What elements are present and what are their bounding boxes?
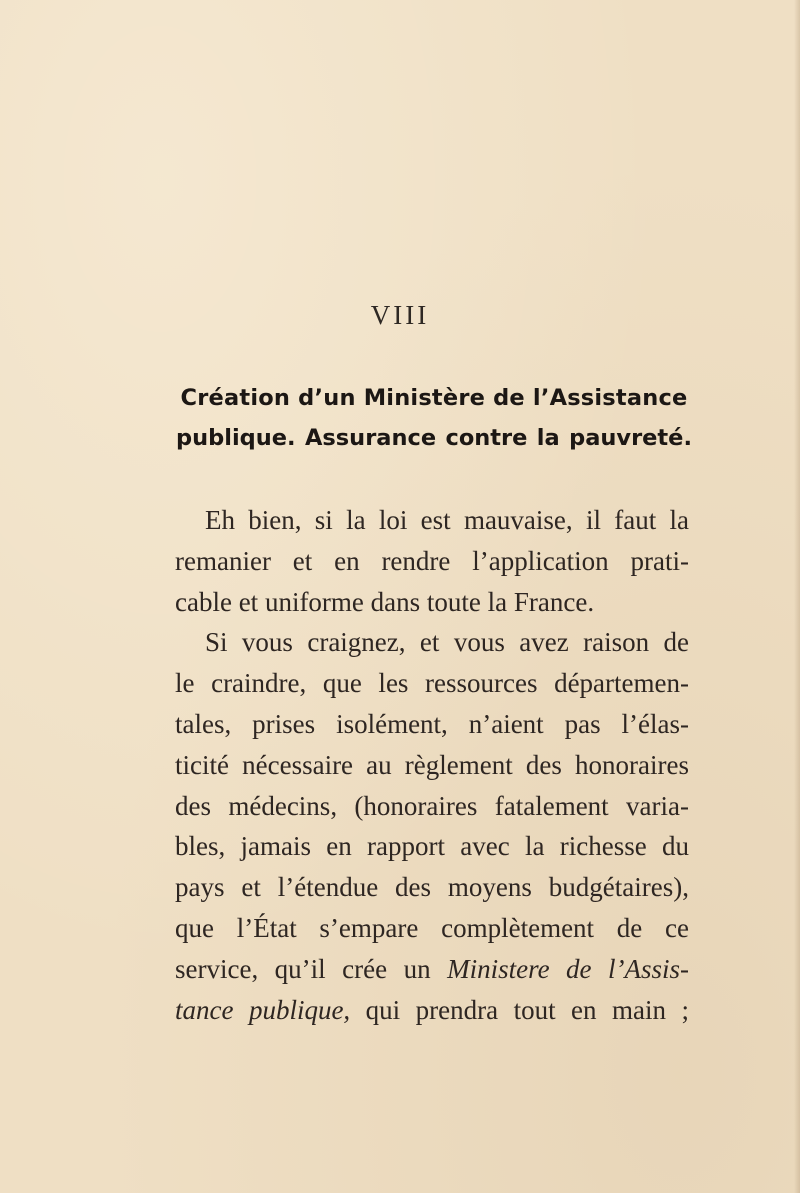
chapter-title: [176, 378, 692, 458]
body-text: [175, 500, 689, 1030]
chapter-number: VIII: [370, 300, 430, 330]
chapter-title-line-1: Création d’un Ministère de l’Assistance: [180, 385, 688, 411]
body-line: bles, jamais en rapport avec la richesse du: [175, 831, 689, 862]
body-line-segment: qui prendra tout en main ;: [350, 994, 689, 1025]
body-line-mixed: [175, 949, 689, 990]
body-line: remanier et en rendre l’application prati-: [175, 545, 689, 576]
page-edge-shadow: [794, 0, 800, 1193]
body-line: Si vous craignez, et vous avez raison de: [205, 627, 689, 658]
body-line: tales, prises isolément, n’aient pas l’élas-: [175, 708, 689, 739]
italic-ministry-name-cont: tance publique,: [175, 994, 351, 1025]
body-line: cable et uniforme dans toute la France.: [175, 586, 595, 617]
body-line: Eh bien, si la loi est mauvaise, il faut la: [205, 505, 689, 535]
body-line-mixed: [175, 990, 689, 1031]
body-line-segment: service, qu’il crée un: [175, 953, 448, 984]
body-line: pays et l’étendue des moyens budgétaires),: [175, 872, 689, 903]
body-line: des médecins, (honoraires fatalement varia-: [175, 790, 689, 821]
body-line: que l’État s’empare complètement de ce: [175, 912, 689, 943]
italic-ministry-name: Ministere de l’Assis-: [447, 953, 690, 984]
body-line: ticité nécessaire au règlement des honoraires: [175, 749, 689, 780]
chapter-title-line-2: publique. Assurance contre la pauvreté.: [176, 425, 692, 451]
body-line: le craindre, que les ressources départemen-: [175, 668, 689, 699]
